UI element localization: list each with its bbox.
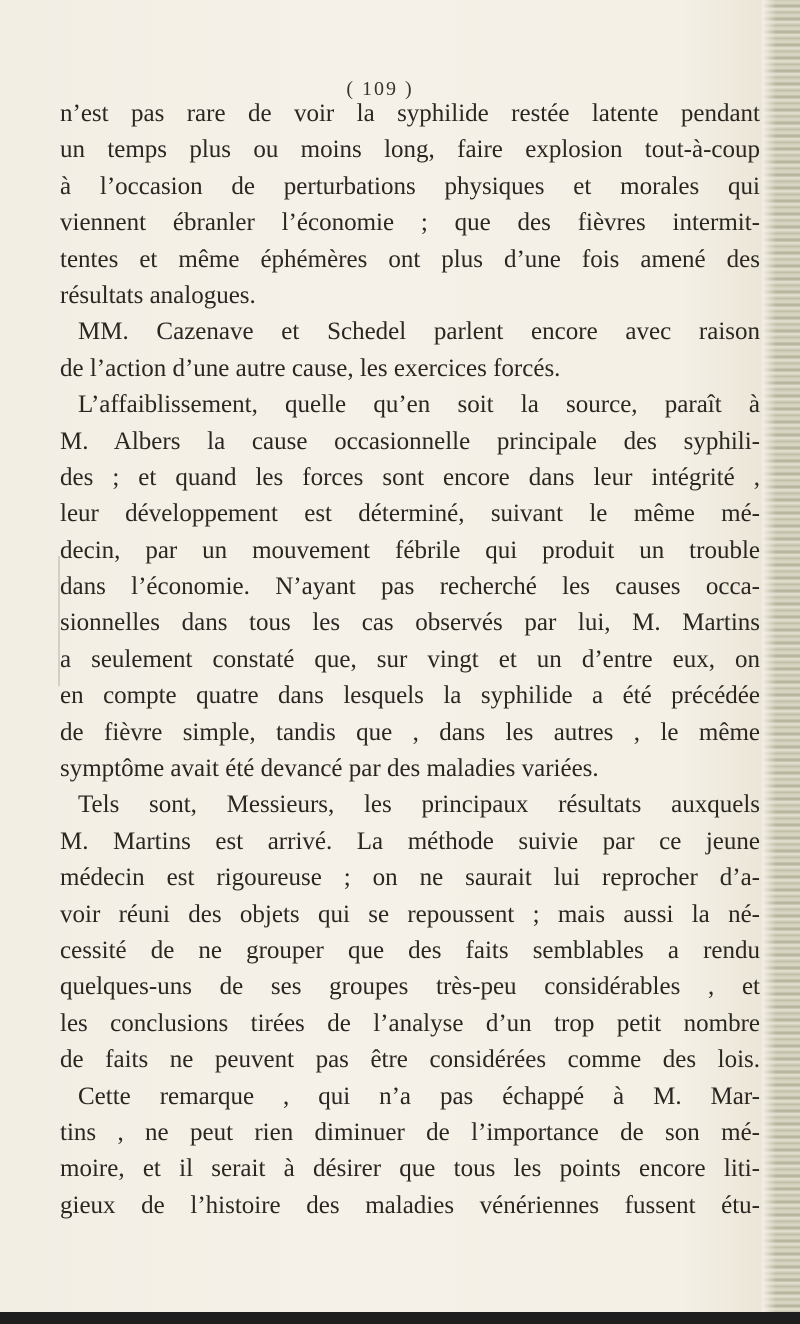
text-line: a seulement constaté que, sur vingt et un d’entre eux, on bbox=[60, 645, 760, 673]
text-line: tins , ne peut rien diminuer de l’importance de son mé- bbox=[60, 1118, 760, 1146]
text-line: Tels sont, Messieurs, les principaux résultats auxquels bbox=[78, 791, 760, 819]
text-line: à l’occasion de perturbations physiques et morales qui bbox=[60, 172, 760, 200]
text-line: leur développement est déterminé, suivant le même mé- bbox=[60, 500, 760, 528]
text-line: M. Martins est arrivé. La méthode suivie par ce jeune bbox=[60, 827, 760, 855]
text-line: viennent ébranler l’économie ; que des fièvres intermit- bbox=[60, 209, 760, 237]
text-line: de fièvre simple, tandis que , dans les autres , le même bbox=[60, 718, 760, 746]
text-line: M. Albers la cause occasionnelle principale des syphili- bbox=[60, 427, 760, 455]
text-line: voir réuni des objets qui se repoussent ; mais aussi la né- bbox=[60, 900, 760, 928]
text-line: un temps plus ou moins long, faire explosion tout-à-coup bbox=[60, 136, 760, 164]
text-line: de faits ne peuvent pas être considérées comme des lois. bbox=[60, 1046, 760, 1074]
text-line: dans l’économie. N’ayant pas recherché les causes occa- bbox=[60, 573, 760, 601]
text-line: des ; et quand les forces sont encore dans leur intégrité , bbox=[60, 463, 760, 491]
text-line: en compte quatre dans lesquels la syphilide a été précédée bbox=[60, 682, 760, 710]
text-line: Cette remarque , qui n’a pas échappé à M. Mar- bbox=[78, 1082, 760, 1110]
text-line: MM. Cazenave et Schedel parlent encore avec raison bbox=[78, 318, 760, 346]
text-line: L’affaiblissement, quelle qu’en soit la source, paraît à bbox=[78, 391, 760, 419]
text-line: tentes et même éphémères ont plus d’une fois amené des bbox=[60, 245, 760, 273]
text-line: decin, par un mouvement fébrile qui produit un trouble bbox=[60, 536, 760, 564]
text-line: résultats analogues. bbox=[60, 281, 256, 309]
text-line: de l’action d’une autre cause, les exercices forcés. bbox=[60, 354, 561, 382]
text-line: médecin est rigoureuse ; on ne saurait lui reprocher d’a- bbox=[60, 864, 760, 892]
page-number: ( 109 ) bbox=[346, 78, 414, 100]
text-line: cessité de ne grouper que des faits semblables a rendu bbox=[60, 936, 760, 964]
text-line: n’est pas rare de voir la syphilide restée latente pendant bbox=[60, 100, 760, 127]
body-text bbox=[60, 96, 760, 1224]
text-line: gieux de l’histoire des maladies vénériennes fussent étu- bbox=[60, 1191, 760, 1219]
text-line: les conclusions tirées de l’analyse d’un trop petit nombre bbox=[60, 1009, 760, 1037]
text-line: symptôme avait été devancé par des maladies variées. bbox=[60, 755, 599, 783]
text-line: moire, et il serait à désirer que tous les points encore liti- bbox=[60, 1155, 760, 1183]
book-edge bbox=[762, 0, 800, 1324]
page-blemish bbox=[58, 556, 60, 686]
text-line: sionnelles dans tous les cas observés par lui, M. Martins bbox=[60, 609, 760, 637]
scan-border bbox=[0, 1312, 800, 1324]
text-line: quelques-uns de ses groupes très-peu considérables , et bbox=[60, 973, 760, 1001]
